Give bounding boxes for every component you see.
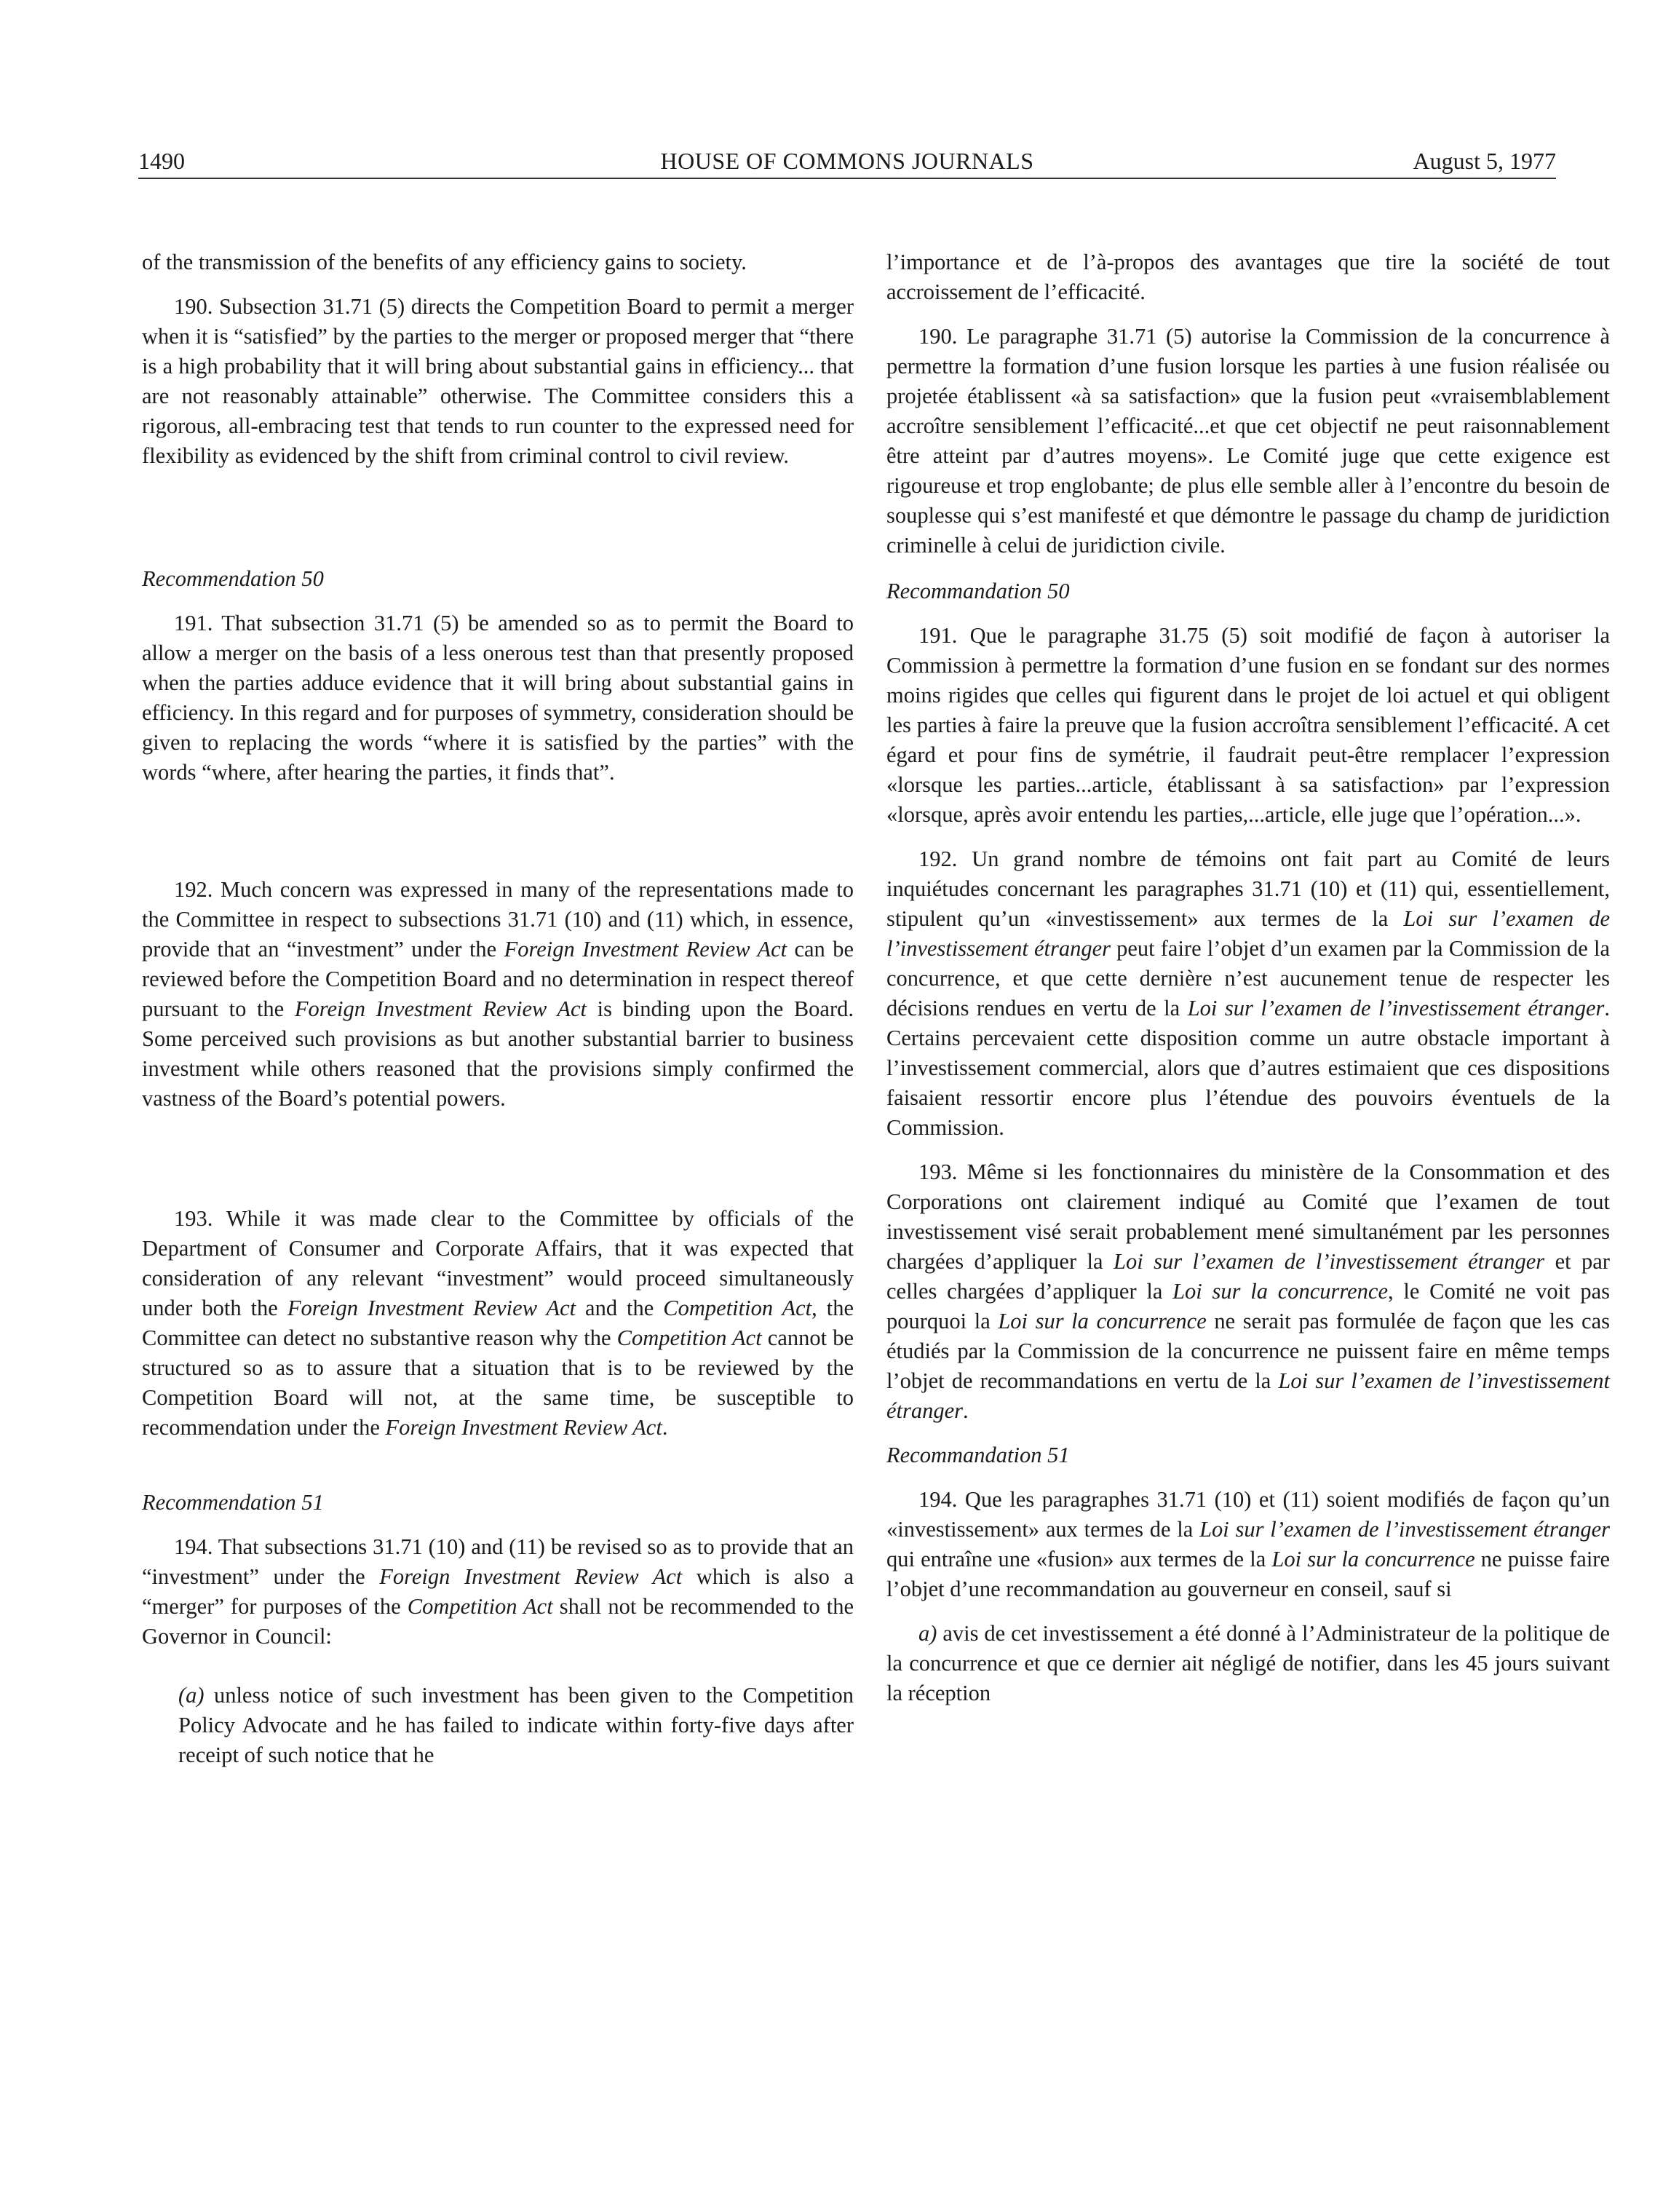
page-header bbox=[138, 144, 1556, 179]
para-193: 193. While it was made clear to the Committee by officials of the Department of Consumer and Corporate Affairs, that it was expected that consideration of any relevant “investment” would proceed simultaneously under both the Foreign Investment Review Act and the Competition Act, the Committee can detect no substantive reason why the Competition Act cannot be structured so as to assure that a situation that is to be reviewed by the Competition Board will not, at the same time, be susceptible to recommendation under the Foreign Investment Review Act. bbox=[142, 1206, 854, 1440]
recommandation-50-heading: Recommandation 50 bbox=[886, 579, 1070, 603]
para-continuation: of the transmission of the benefits of any efficiency gains to society. bbox=[142, 250, 747, 274]
recommendation-50-heading: Recommendation 50 bbox=[142, 566, 324, 591]
para-191: 191. That subsection 31.71 (5) be amended so as to permit the Board to allow a merger on the basis of a less onerous test than that presently proposed when the parties adduce evidence that it will bring about substantial gains in efficiency. In this regard and for purposes of symmetry, consideration should be given to replacing the words “where it is satisfied by the parties” with the words “where, after hearing the parties, it finds that”. bbox=[142, 611, 854, 785]
para-194-a: (a) unless notice of such investment has been given to the Competition Policy Advocate and he has failed to indicate within forty-five days after receipt of such notice that he bbox=[178, 1683, 854, 1767]
recommandation-51-heading: Recommandation 51 bbox=[886, 1443, 1070, 1467]
french-column bbox=[886, 247, 1610, 1708]
para-192: 192. Much concern was expressed in many of the representations made to the Committee in respect to subsections 31.71 (10) and (11) which, in essence, provide that an “investment” under the Foreign Investment Review Act can be reviewed before the Competition Board and no determination in respect thereof pursuant to the Foreign Investment Review Act is binding upon the Board. Some perceived such provisions as but another substantial barrier to business investment while others reasoned that the provisions simply confirmed the vastness of the Board’s potential powers. bbox=[142, 877, 854, 1111]
para-190-fr: 190. Le paragraphe 31.71 (5) autorise la Commission de la concurrence à permettre la formation d’une fusion lorsque les parties à une fusion réalisée ou projetée établissent «à sa satisfaction» que la fusion peut «vraisemblablement accroître sensiblement l’efficacité...et que cet objectif ne peut raisonnablement être atteint par d’autres moyens». Le Comité juge que cette exigence est rigoureuse et trop englobante; de plus elle semble aller à l’encontre du besoin de souplesse qui s’est manifesté et que démontre le passage du champ de juridiction criminelle à celui de juridiction civile. bbox=[886, 324, 1610, 558]
page-number: 1490 bbox=[138, 148, 185, 174]
para-194: 194. That subsections 31.71 (10) and (11) be revised so as to provide that an “investment” under the Foreign Investment Review Act which is also a “merger” for purposes of the Competition Act shall not be recommended to the Governor in Council: bbox=[142, 1534, 854, 1649]
para-193-fr: 193. Même si les fonctionnaires du ministère de la Consommation et des Corporations ont clairement indiqué au Comité que l’examen de tout investissement visé serait probablement mené simultanément par les personnes chargées d’appliquer la Loi sur l’examen de l’investissement étranger et par celles chargées d’appliquer la Loi sur la concurrence, le Comité ne voit pas pourquoi la Loi sur la concurrence ne serait pas formulée de façon que les cas étudiés par la Commission de la concurrence ne puissent faire en même temps l’objet de recommandations en vertu de la Loi sur l’examen de l’investissement étranger. bbox=[886, 1159, 1610, 1423]
para-continuation-fr: l’importance et de l’à-propos des avantages que tire la société de tout accroissement de l’efficacité. bbox=[886, 250, 1610, 304]
english-column bbox=[142, 247, 854, 1770]
journal-title: HOUSE OF COMMONS JOURNALS bbox=[660, 148, 1034, 174]
recommendation-51-heading: Recommendation 51 bbox=[142, 1490, 324, 1515]
para-192-fr: 192. Un grand nombre de témoins ont fait part au Comité de leurs inquiétudes concernant les paragraphes 31.71 (10) et (11) qui, essentiellement, stipulent qu’un «investissement» aux termes de la Loi sur l’examen de l’investissement étranger peut faire l’objet d’un examen par la Commission de la concurrence, et que cette dernière n’est aucunement tenue de respecter les décisions rendues en vertu de la Loi sur l’examen de l’investissement étranger. Certains percevaient cette disposition comme un autre obstacle important à l’investissement commercial, alors que d’autres estimaient que ces dispositions faisaient ressortir encore plus l’étendue des pouvoirs éventuels de la Commission. bbox=[886, 847, 1611, 1140]
journal-date: August 5, 1977 bbox=[1413, 148, 1556, 174]
para-190: 190. Subsection 31.71 (5) directs the Competition Board to permit a merger when it is “satisfied” by the parties to the merger or proposed merger that “there is a high probability that it will bring about substantial gains in efficiency... that are not reasonably attainable” otherwise. The Committee considers this a rigorous, all-embracing test that tends to run counter to the expressed need for flexibility as evidenced by the shift from criminal control to civil review. bbox=[142, 294, 854, 468]
para-194-fr: 194. Que les paragraphes 31.71 (10) et (11) soient modifiés de façon qu’un «investissement» aux termes de la Loi sur l’examen de l’investissement étranger qui entraîne une «fusion» aux termes de la Loi sur la concurrence ne puisse faire l’objet d’une recommandation au gouverneur en conseil, sauf si bbox=[886, 1487, 1610, 1601]
para-194-a-fr: a) avis de cet investissement a été donné à l’Administrateur de la politique de la concurrence et que ce dernier ait négligé de notifier, dans les 45 jours suivant la réception bbox=[886, 1621, 1610, 1705]
para-191-fr: 191. Que le paragraphe 31.75 (5) soit modifié de façon à autoriser la Commission à permettre la formation d’une fusion en se fondant sur des normes moins rigides que celles qui figurent dans le projet de loi actuel et qui obligent les parties à faire la preuve que la fusion accroîtra sensiblement l’efficacité. A cet égard et pour fins de symétrie, il faudrait peut-être remplacer l’expression «lorsque les parties...article, établissant à sa satisfaction» par l’expression «lorsque, après avoir entendu les parties,...article, elle juge que l’opération...». bbox=[886, 623, 1610, 827]
